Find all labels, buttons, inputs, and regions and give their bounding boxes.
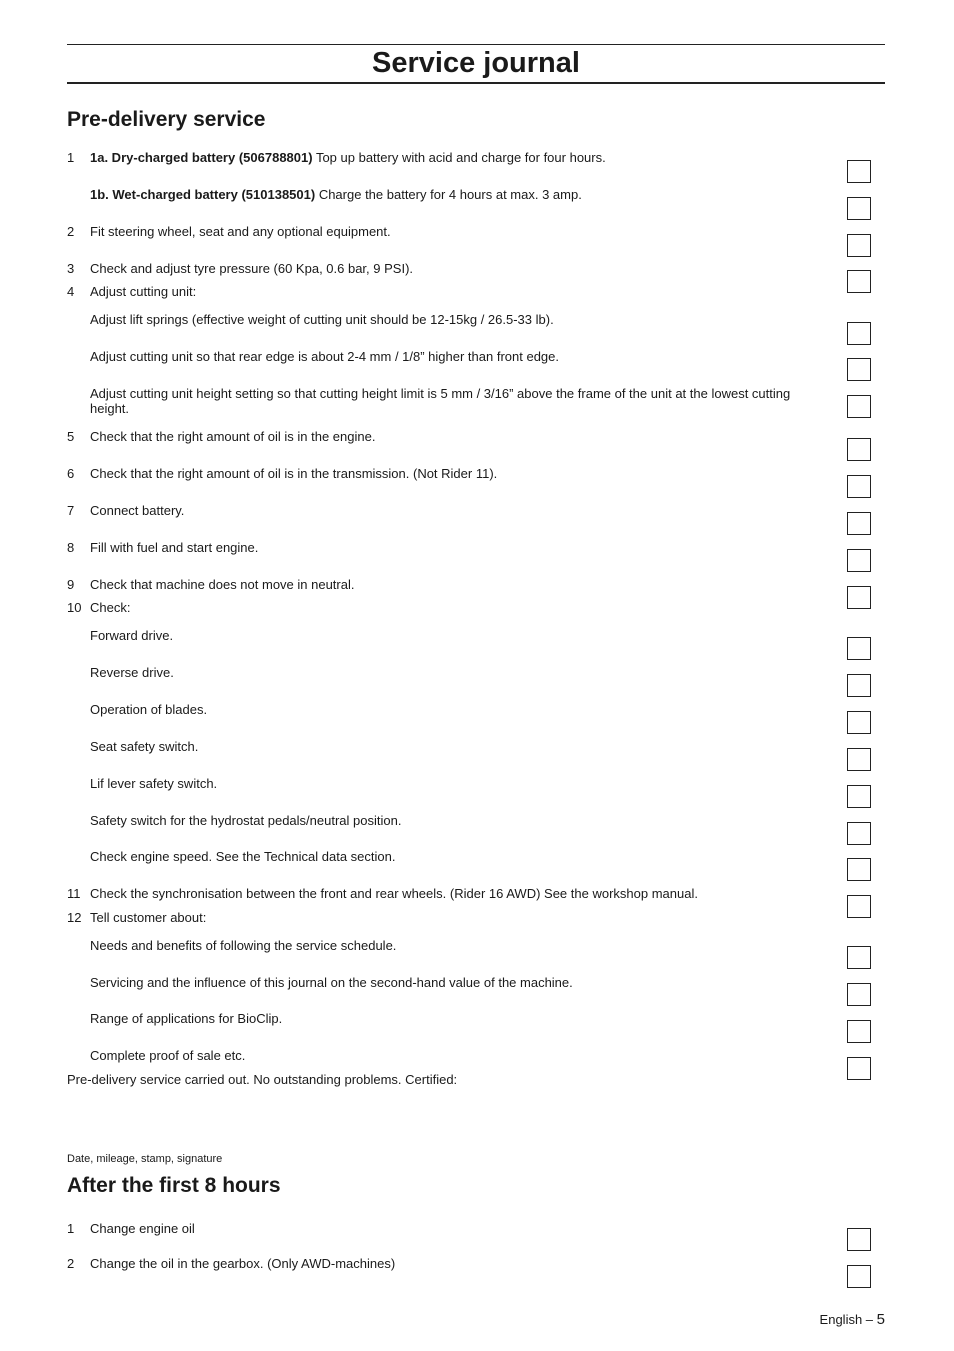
item-text	[90, 466, 827, 481]
pre-delivery-checkbox[interactable]	[847, 395, 871, 418]
pre-delivery-checkbox[interactable]	[847, 822, 871, 845]
pre-delivery-checkbox[interactable]	[847, 160, 871, 183]
footer-language: English	[819, 1312, 863, 1327]
item-description: Safety switch for the hydrostat pedals/neutral position.	[90, 813, 402, 828]
item-text	[90, 600, 827, 615]
item-number: 1	[67, 150, 75, 165]
first-8-hours-heading: After the first 8 hours	[67, 1174, 281, 1197]
item-description: Range of applications for BioClip.	[90, 1011, 283, 1026]
item-number: 2	[67, 224, 75, 239]
item-description: Check that the right amount of oil is in the engine.	[90, 429, 376, 444]
pre-delivery-checkbox[interactable]	[847, 197, 871, 220]
item-text	[90, 739, 827, 754]
item-description: Check that machine does not move in neutral.	[90, 577, 355, 592]
item-description: Fill with fuel and start engine.	[90, 540, 259, 555]
pre-delivery-checkbox[interactable]	[847, 637, 871, 660]
item-number: 8	[67, 540, 75, 555]
item-description: Adjust lift springs (effective weight of cutting unit should be 12-15kg / 26.5-33 lb).	[90, 312, 554, 327]
item-bold-label: 1b. Wet-charged battery (510138501)	[90, 187, 316, 202]
item-description: Needs and benefits of following the service schedule.	[90, 938, 397, 953]
pre-delivery-checkbox[interactable]	[847, 475, 871, 498]
item-description: Lif lever safety switch.	[90, 776, 218, 791]
item-description: Tell customer about:	[90, 910, 207, 925]
item-text	[90, 540, 827, 555]
item-text	[90, 1048, 827, 1063]
item-text	[90, 938, 827, 953]
item-description: Charge the battery for 4 hours at max. 3 amp.	[315, 187, 582, 202]
item-description: Forward drive.	[90, 628, 174, 643]
item-description: Reverse drive.	[90, 665, 174, 680]
item-text	[90, 349, 827, 364]
pre-delivery-checkbox[interactable]	[847, 711, 871, 734]
item-description: Fit steering wheel, seat and any optional equipment.	[90, 224, 391, 239]
item-number: 2	[67, 1256, 75, 1271]
item-number: 10	[67, 600, 82, 615]
item-text	[90, 665, 827, 680]
item-number: 7	[67, 503, 75, 518]
certified-text: Pre-delivery service carried out. No outstanding problems. Certified:	[67, 1072, 458, 1087]
item-number: 11	[67, 886, 81, 901]
item-text	[90, 503, 827, 518]
pre-delivery-checkbox[interactable]	[847, 270, 871, 293]
pre-delivery-checkbox[interactable]	[847, 858, 871, 881]
item-text	[90, 577, 827, 592]
item-text	[90, 224, 827, 239]
item-text	[90, 702, 827, 717]
item-number: 1	[67, 1221, 75, 1236]
item-text	[90, 150, 827, 165]
pre-delivery-checkbox[interactable]	[847, 438, 871, 461]
pre-delivery-checkbox[interactable]	[847, 234, 871, 257]
page-title: Service journal	[372, 47, 580, 79]
item-description: Check and adjust tyre pressure (60 Kpa, 0.6 bar, 9 PSI).	[90, 261, 414, 276]
pre-delivery-checkbox[interactable]	[847, 983, 871, 1006]
item-description: Adjust cutting unit height setting so that cutting height limit is 5 mm / 3/16” above the frame of the unit at the lowest cutting height.	[90, 386, 791, 416]
item-text	[90, 1011, 827, 1026]
item-text	[90, 813, 827, 828]
pre-delivery-checkbox[interactable]	[847, 322, 871, 345]
item-bold-label: 1a. Dry-charged battery (506788801)	[90, 150, 313, 165]
item-description: Adjust cutting unit so that rear edge is about 2-4 mm / 1/8” higher than front edge.	[90, 349, 559, 364]
first-8-hours-checkbox[interactable]	[847, 1265, 871, 1288]
page-number: 5	[876, 1311, 885, 1328]
pre-delivery-checkbox[interactable]	[847, 358, 871, 381]
item-description: Complete proof of sale etc.	[90, 1048, 246, 1063]
pre-delivery-checkbox[interactable]	[847, 549, 871, 572]
page-title-bar	[67, 44, 885, 84]
item-description: Check that the right amount of oil is in the transmission. (Not Rider 11).	[90, 466, 498, 481]
item-description: Adjust cutting unit:	[90, 284, 197, 299]
item-description: Operation of blades.	[90, 702, 208, 717]
item-text	[90, 886, 827, 901]
pre-delivery-checkbox[interactable]	[847, 895, 871, 918]
pre-delivery-checkbox[interactable]	[847, 1020, 871, 1043]
item-text	[90, 312, 827, 327]
pre-delivery-checkbox[interactable]	[847, 748, 871, 771]
item-text	[90, 386, 827, 416]
pre-delivery-checkbox[interactable]	[847, 785, 871, 808]
item-description: Change the oil in the gearbox. (Only AWD-machines)	[90, 1256, 396, 1271]
signature-label: Date, mileage, stamp, signature	[67, 1153, 223, 1165]
page-footer	[820, 1311, 885, 1329]
item-text	[90, 429, 827, 444]
pre-delivery-checkbox[interactable]	[847, 946, 871, 969]
item-text	[90, 1256, 827, 1271]
item-text	[90, 187, 827, 202]
footer-separator: –	[862, 1312, 877, 1327]
item-number: 4	[67, 284, 75, 299]
item-text	[90, 849, 827, 864]
item-number: 3	[67, 261, 75, 276]
item-text	[90, 975, 827, 990]
item-text	[90, 910, 827, 925]
item-text	[90, 628, 827, 643]
item-text	[90, 776, 827, 791]
pre-delivery-checkbox[interactable]	[847, 674, 871, 697]
item-description: Connect battery.	[90, 503, 185, 518]
item-text	[90, 1221, 827, 1236]
item-text	[90, 284, 827, 299]
item-description: Servicing and the influence of this journal on the second-hand value of the machine.	[90, 975, 573, 990]
pre-delivery-checkbox[interactable]	[847, 1057, 871, 1080]
pre-delivery-checkbox[interactable]	[847, 512, 871, 535]
item-text	[90, 261, 827, 276]
item-description: Check engine speed. See the Technical data section.	[90, 849, 396, 864]
pre-delivery-checkbox[interactable]	[847, 586, 871, 609]
pre-delivery-heading: Pre-delivery service	[67, 108, 266, 131]
item-number: 9	[67, 577, 75, 592]
item-number: 6	[67, 466, 75, 481]
item-number: 12	[67, 910, 82, 925]
item-description: Top up battery with acid and charge for four hours.	[312, 150, 606, 165]
item-description: Seat safety switch.	[90, 739, 199, 754]
item-description: Check the synchronisation between the front and rear wheels. (Rider 16 AWD) See the workshop manual.	[90, 886, 698, 901]
item-description: Change engine oil	[90, 1221, 195, 1236]
item-description: Check:	[90, 600, 131, 615]
item-number: 5	[67, 429, 75, 444]
first-8-hours-checkbox[interactable]	[847, 1228, 871, 1251]
